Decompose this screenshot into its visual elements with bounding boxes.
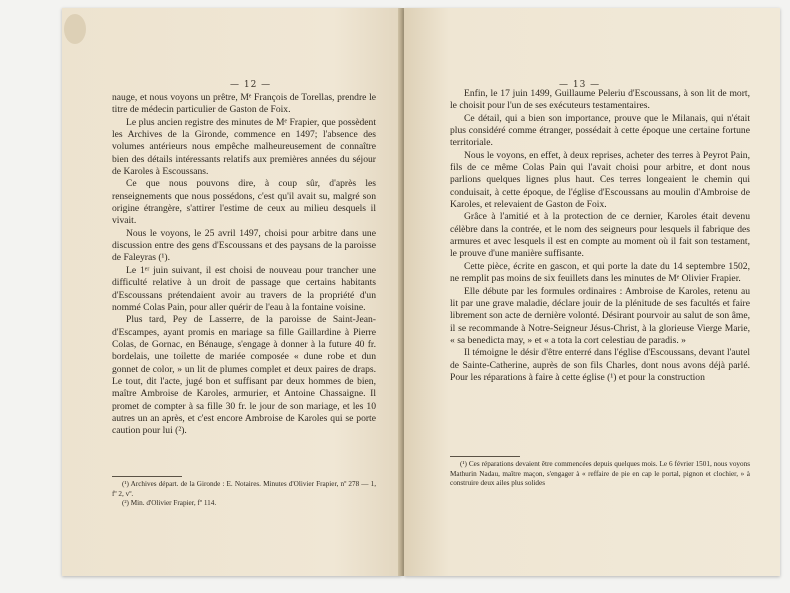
right-footnotes <box>450 460 750 489</box>
right-page <box>404 8 780 576</box>
left-page-number: — 12 — <box>230 80 272 90</box>
paragraph: Le 1ᵉʳ juin suivant, il est choisi de nouveau pour trancher une difficulté relative à un droit de passage que certains habitants d'Escoussans prétendaient avoir au travers de la propriété d'un nommé Colas Pain, pour aller quérir de l'eau à la fontaine voisine. <box>112 264 376 313</box>
paragraph: Elle débute par les formules ordinaires : Ambroise de Karoles, retenu au lit par une grave maladie, déclare jouir de la plénitude de ses facultés et faire librement son acte de dernière volonté. Désirant pourvoir au salut de son âme, il se recommande à Notre-Seigneur Jésus-Christ, à la glorieuse Vierge Marie, « sa benedicta may, » et « a tota la cort celestiau de paradis. » <box>450 285 750 346</box>
left-footnotes <box>112 480 376 509</box>
corner-stain <box>64 14 86 44</box>
open-book <box>62 8 780 588</box>
paragraph: Nous le voyons, en effet, à deux reprises, acheter des terres à Peyrot Pain, fils de ce même Colas Pain qui l'avait choisi pour arbitre, et dont nous parlions quelques lignes plus haut. Ces terres longeaient le chemin qui conduisait, à cette époque, de l'église d'Escoussans au moulin d'Ambroise de Karoles, et relevaient de Gaston de Foix. <box>450 149 750 211</box>
paragraph: nauge, et nous voyons un prêtre, Mᵉ François de Torellas, prendre le titre de médecin particulier de Gaston de Foix. <box>112 92 376 116</box>
footnote: (¹) Ces réparations devaient être commencées depuis quelques mois. Le 6 février 1501, nous voyons Mathurin Nadau, maître maçon, s'engager à « reffaire de pie en cap le portal, pignon et clochier, » à construire deux ailes plus solides <box>450 460 750 488</box>
paragraph: Ce que nous pouvons dire, à coup sûr, d'après les renseignements que nous possédons, c'est qu'il avait su, malgré son origine étrangère, s'attirer l'estime de ceux au milieu desquels il vivait. <box>112 178 376 227</box>
paragraph: Plus tard, Pey de Lasserre, de la paroisse de Saint-Jean-d'Escampes, ayant promis en mariage sa fille Gaillardine à Pierre Colas, de Gornac, en Bénauge, s'engage à donner à la future 40 fr. bordelais, une toilette de mariée composée « dune robe et dun gonnet de color, » un lit de plumes complet et deux paires de draps. Le tout, dit l'acte, jugé bon et suffisant par deux hommes de bien, maître Ambroise de Karoles, armurier, et Antoine Chassaigne. Il promet de compter à sa fille 30 fr. le jour de son mariage, et les 10 autres un an après, et c'est encore Ambroise de Karoles qui se porte caution pour lui (²). <box>112 314 376 437</box>
left-page-body <box>112 92 376 438</box>
footnote: (²) Min. d'Olivier Frapier, fº 114. <box>122 499 217 508</box>
paragraph: Il témoigne le désir d'être enterré dans l'église d'Escoussans, devant l'autel de Sainte-Catherine, auprès de son fils Charles, dont nous avons déjà parlé. Pour les réparations à faire à cette église (¹) et pour la construction <box>450 347 750 383</box>
footnote-rule <box>450 456 520 457</box>
paragraph: Le plus ancien registre des minutes de Mᵉ Frapier, que possèdent les Archives de la Gironde, commence en 1497; l'absence des volumes antérieurs nous empêche malheureusement de connaître bien des détails intéressants relatifs aux premières années du séjour de Karoles à Escoussans. <box>112 116 376 178</box>
right-page-number: — 13 — <box>559 80 601 90</box>
paragraph: Cette pièce, écrite en gascon, et qui porte la date du 14 septembre 1502, ne remplit pas moins de six feuillets dans les minutes de Mᵉ Olivier Frapier. <box>450 260 750 285</box>
paragraph: Enfin, le 17 juin 1499, Guillaume Peleriu d'Escoussans, à son lit de mort, le choisit pour l'un de ses exécuteurs testamentaires. <box>450 88 750 112</box>
paragraph: Grâce à l'amitié et à la protection de ce dernier, Karoles était devenu célèbre dans la contrée, et le nom des seigneurs pour lesquels il fabrique des armures et avec lesquels il est en compte au moment où il fait son testament, le prouve d'une manière suffisante. <box>450 211 750 260</box>
footnote: (¹) Archives départ. de la Gironde : E. Notaires. Minutes d'Olivier Frapier, nº 278 — 1, fº 2, vº. <box>112 480 376 498</box>
right-page-body <box>450 88 750 384</box>
left-page <box>62 8 402 576</box>
paragraph: Ce détail, qui a bien son importance, prouve que le Milanais, qui n'était plus considéré comme étranger, possédait à cette époque une certaine fortune territoriale. <box>450 112 750 149</box>
footnote-rule <box>112 476 182 477</box>
paragraph: Nous le voyons, le 25 avril 1497, choisi pour arbitre dans une discussion entre des gens d'Escoussans et des paysans de la paroisse de Faleyras (¹). <box>112 227 376 264</box>
